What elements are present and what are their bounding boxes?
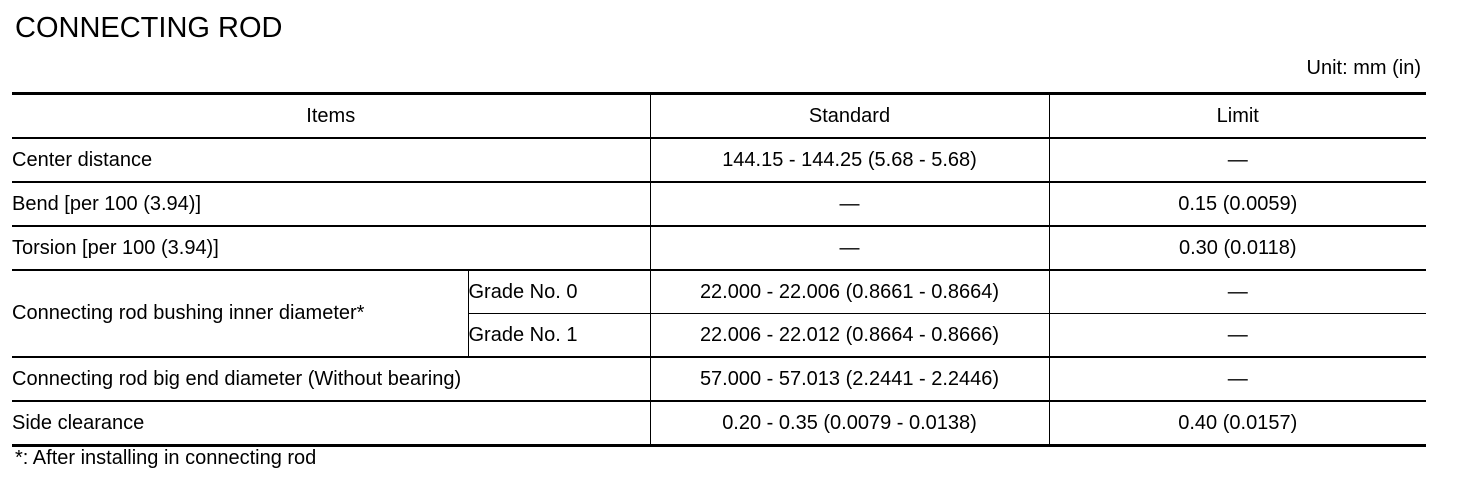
unit-label: Unit: mm (in)	[1306, 57, 1421, 79]
row-item-label: Bend [per 100 (3.94)]	[12, 182, 650, 226]
row-limit-value: 0.15 (0.0059)	[1049, 182, 1426, 226]
table-row	[12, 357, 1426, 401]
table-row	[12, 401, 1426, 446]
header-items: Items	[12, 94, 650, 139]
row-limit-value: —	[1049, 357, 1426, 401]
row-item-label: Torsion [per 100 (3.94)]	[12, 226, 650, 270]
row-item-label: Connecting rod big end diameter (Without bearing)	[12, 357, 650, 401]
row-standard-value: 22.000 - 22.006 (0.8661 - 0.8664)	[650, 270, 1049, 314]
header-limit: Limit	[1049, 94, 1426, 139]
row-limit-value: —	[1049, 270, 1426, 314]
spec-table	[12, 92, 1426, 447]
table-row	[12, 226, 1426, 270]
row-standard-value: 22.006 - 22.012 (0.8664 - 0.8666)	[650, 314, 1049, 358]
row-standard-value: 0.20 - 0.35 (0.0079 - 0.0138)	[650, 401, 1049, 446]
row-limit-value: —	[1049, 138, 1426, 182]
table-row	[12, 138, 1426, 182]
row-standard-value: —	[650, 226, 1049, 270]
row-limit-value: 0.40 (0.0157)	[1049, 401, 1426, 446]
row-item-label: Center distance	[12, 138, 650, 182]
row-limit-value: —	[1049, 314, 1426, 358]
row-standard-value: —	[650, 182, 1049, 226]
row-item-label: Side clearance	[12, 401, 650, 446]
row-grade-label: Grade No. 1	[468, 314, 650, 358]
row-item-label: Connecting rod bushing inner diameter*	[12, 270, 468, 357]
header-standard: Standard	[650, 94, 1049, 139]
row-standard-value: 144.15 - 144.25 (5.68 - 5.68)	[650, 138, 1049, 182]
table-header-row	[12, 94, 1426, 139]
page-title: CONNECTING ROD	[15, 12, 283, 44]
table-row	[12, 270, 1426, 314]
footnote: *: After installing in connecting rod	[15, 447, 317, 469]
row-grade-label: Grade No. 0	[468, 270, 650, 314]
row-standard-value: 57.000 - 57.013 (2.2441 - 2.2446)	[650, 357, 1049, 401]
table-row	[12, 182, 1426, 226]
row-limit-value: 0.30 (0.0118)	[1049, 226, 1426, 270]
